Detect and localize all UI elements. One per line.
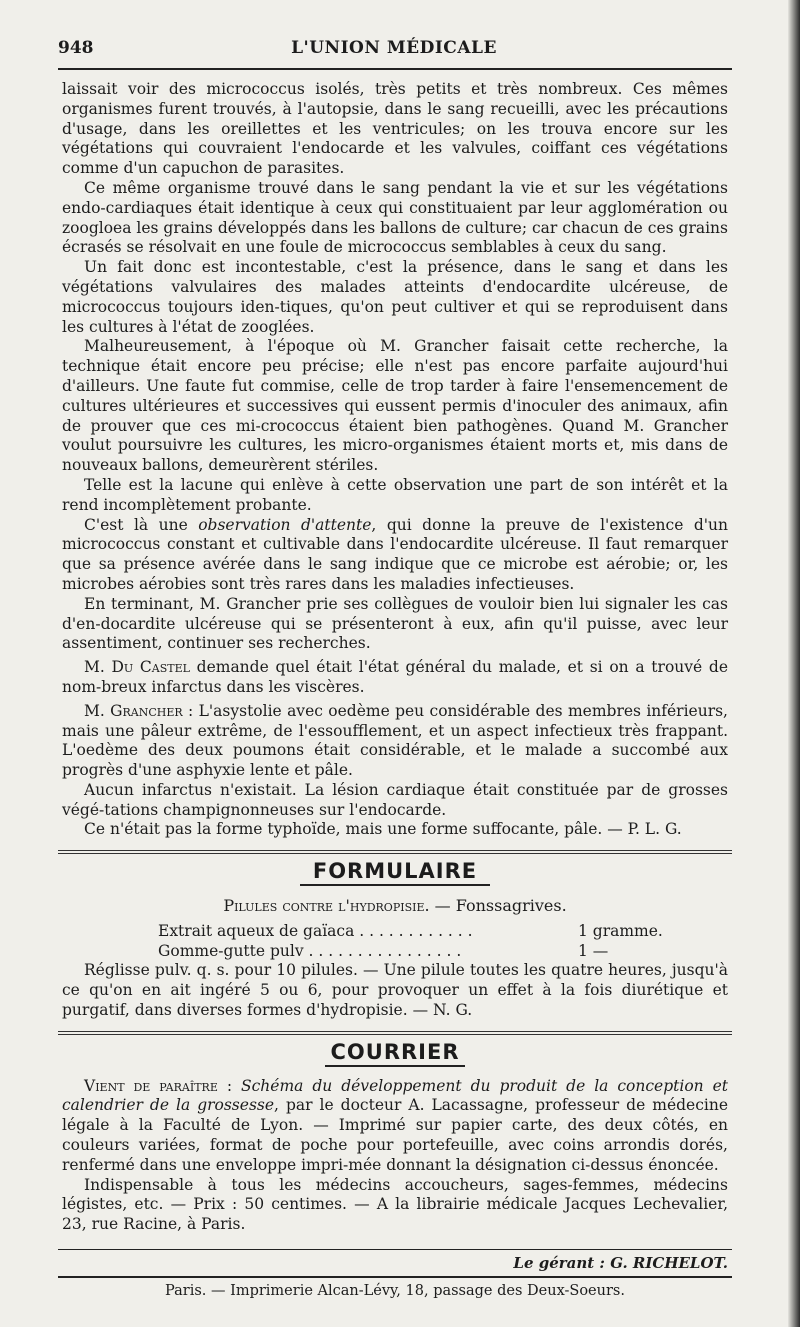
section-rule (58, 850, 732, 851)
paragraph (62, 658, 728, 698)
speaker-name: M. Grancher (84, 701, 183, 720)
paragraph: Telle est la lacune qui enlève à cette observation une part de son intérêt et la rend incomplètement probante. (62, 475, 728, 514)
paragraph: Ce n'était pas la forme typhoïde, mais une forme suffocante, pâle. — P. L. G. (84, 820, 682, 839)
text-run: demande quel était l'état général du malade, et si on a trouvé de nom-breux infarctus dans les viscères. (62, 658, 728, 696)
journal-title: L'UNION MÉDICALE (291, 38, 497, 58)
formula-name: Pilules contre l'hydropisie. (223, 896, 430, 916)
text-run: , par le docteur A. Lacassagne, professeur de médecine légale à la Faculté de Lyon. — Imprimé sur papier carte, des deux côtés, en couleurs variées, format de poche pour portefeuille, avec coins arrondis dorés, renfermé dans une enveloppe impri-mée donnant la désignation ci-dessus énoncée. (62, 1096, 729, 1174)
section-rule (58, 1031, 732, 1032)
section-title-courrier (62, 1039, 728, 1067)
italic-run: observation d'attente (198, 515, 372, 534)
imprint: Paris. — Imprimerie Alcan-Lévy, 18, passage des Deux-Soeurs. (165, 1282, 625, 1299)
speaker-name: M. Du Castel (84, 658, 190, 677)
header-rule (58, 68, 732, 70)
footer-rule (58, 1276, 732, 1278)
text-run: , qui donne la preuve de l'existence d'un micrococcus constant et cultivable dans l'endocardite ulcéreuse. Il faut remarquer que sa présence avérée dans le sang indique que ce microbe est aérobie; or, les microbes aérobies sont très rares dans les maladies infectieuses. (62, 515, 729, 593)
paragraph: Ce même organisme trouvé dans le sang pendant la vie et sur les végétations endo-cardiaques était identique à ceux qui constituaient par leur agglomération ou zoogloea les grains développés dans les ballons de culture; car chacun de ces grains écrasés se résolvait en une foule de micrococcus semblables à ceux du sang. (62, 178, 728, 257)
text-run: C'est là une (84, 515, 199, 534)
section-rule (58, 853, 732, 854)
section-title-text: COURRIER (330, 1039, 460, 1064)
text-run: : L'asystolie avec oedème peu considérable des membres inférieurs, mais une pâleur extrême, de l'essoufflement, et un aspect infectieux très frappant. L'oedème des deux poumons était considérable, et le malade a succombé aux progrès d'une asphyxie lente et pâle. (62, 701, 728, 780)
book-title: Schéma du développement du produit de la conception et calendrier de la grossesse (62, 1076, 728, 1115)
ingredient-row (158, 942, 668, 962)
paragraph: Aucun infarctus n'existait. La lésion cardiaque était constituée par de grosses végé-tations champignonneuses sur l'endocarde. (62, 780, 728, 819)
page-edge-shadow (788, 0, 800, 1327)
formula-author: — Fonssagrives. (429, 896, 567, 916)
section-title-text: FORMULAIRE (312, 859, 478, 884)
ingredient-row (158, 922, 668, 942)
ingredient-name: Extrait aqueux de gaïaca . . . . . . . . . . . . (158, 921, 473, 940)
paragraph (62, 702, 728, 781)
paragraph: Réglisse pulv. q. s. pour 10 pilules. — Une pilule toutes les quatre heures, jusqu'à ce qu'on en ait ingéré 5 ou 6, pour provoquer un effet à la fois diurétique et purgatif, dans diverses formes d'hydropisie. — N. G. (62, 961, 728, 1020)
lead-in: Vient de paraître (84, 1076, 218, 1095)
footer-rule (58, 1249, 732, 1250)
paragraph: Malheureusement, à l'époque où M. Grancher faisait cette recherche, la technique était encore peu précise; elle n'est pas encore parfaite aujourd'hui d'ailleurs. Une faute fut commise, celle de trop tarder à faire l'ensemencement de cultures ultérieures et successives qui eussent permis d'inoculer des animaux, afin de prouver que ces mi-crococcus étaient bien pathogènes. Quand M. Grancher voulut poursuivre les cultures, les micro-organismes étaient morts et, mis dans de nouveaux ballons, demeurèrent stériles. (62, 337, 728, 475)
article-body (62, 80, 728, 1302)
paragraph: Indispensable à tous les médecins accoucheurs, sages-femmes, médecins légistes, etc. — Prix : 50 centimes. — A la librairie médicale Jacques Lechevalier, 23, rue Racine, à Paris. (62, 1175, 728, 1234)
signature: Le gérant : G. RICHELOT. (513, 1254, 728, 1273)
section-title-formulaire (62, 859, 728, 886)
paragraph (62, 516, 728, 595)
ingredient-quantity: 1 — (578, 941, 609, 960)
ingredient-name: Gomme-gutte pulv . . . . . . . . . . . . . . . . (158, 941, 462, 960)
paragraph: Un fait donc est incontestable, c'est la présence, dans le sang et dans les végétations valvulaires des malades atteints d'endocardite ulcéreuse, de micrococcus toujours iden-tiques, qu'on peut cultiver et qui se reproduisent dans les cultures à l'état de zooglées. (62, 258, 728, 336)
running-head (58, 38, 730, 62)
ingredient-quantity: 1 gramme. (578, 921, 663, 940)
page-number: 948 (58, 38, 94, 58)
text-run: : (217, 1076, 241, 1095)
section-rule (58, 1034, 732, 1035)
paragraph: En terminant, M. Grancher prie ses collègues de vouloir bien lui signaler les cas d'en-docardite ulcéreuse qui se présenteront à eux, afin qu'il puisse, avec leur assentiment, continuer ses recherches. (62, 594, 728, 653)
paragraph: laissait voir des micrococcus isolés, très petits et très nombreux. Ces mêmes organismes furent trouvés, à l'autopsie, dans le sang recueilli, avec les précautions d'usage, dans les oreillettes et les ventricules; on les trouva encore sur les végétations qui couvraient l'endocarde et les valvules, coiffant ces végétations comme d'un capuchon de parasites. (62, 80, 728, 178)
formula-heading (62, 896, 728, 916)
paragraph (62, 1077, 728, 1176)
